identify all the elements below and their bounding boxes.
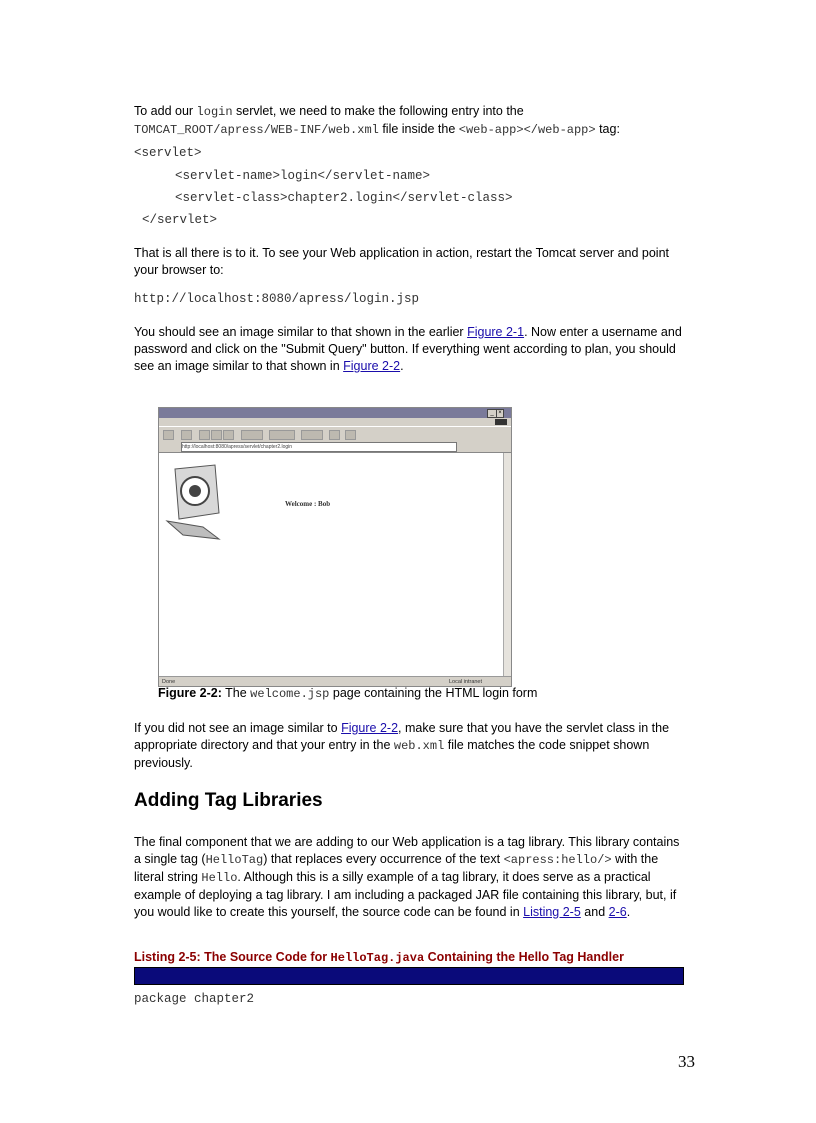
scrollbar — [503, 453, 512, 676]
inline-code: TOMCAT_ROOT/apress/WEB-INF/web.xml — [134, 123, 379, 137]
code-header-bar — [134, 967, 684, 985]
text: tag: — [595, 122, 620, 136]
menu-bar — [159, 418, 511, 426]
refresh-icon — [211, 430, 222, 440]
history-icon — [301, 430, 323, 440]
text: . Now enter a username and password and click on the "Submit Query" button. If everything went according to plan, you should see an image similar to that shown in — [134, 325, 682, 373]
search-icon — [241, 430, 263, 440]
listing-title — [134, 950, 624, 965]
inline-code: Hello — [201, 871, 238, 885]
code-line: </servlet> — [142, 213, 218, 227]
favorites-icon — [269, 430, 295, 440]
link-figure-2-2[interactable]: Figure 2-2 — [341, 721, 399, 735]
section-heading: Adding Tag Libraries — [134, 790, 323, 811]
text: , make sure that you have the servlet class in the appropriate directory and that your entry in the — [134, 721, 670, 752]
print-icon — [345, 430, 356, 440]
figure-screenshot — [158, 407, 512, 687]
url-code: http://localhost:8080/apress/login.jsp — [134, 292, 420, 306]
mail-icon — [329, 430, 340, 440]
text: The — [221, 686, 251, 700]
text: The final component that we are adding to our Web application is a tag library. This library contains a single tag ( — [134, 835, 680, 866]
text: To add our — [134, 104, 197, 118]
inline-code: welcome.jsp — [250, 687, 330, 701]
text: You should see an image similar to that shown in the earlier — [134, 325, 468, 339]
text: Containing the Hello Tag Handler — [424, 950, 624, 964]
inline-code: web.xml — [393, 739, 445, 753]
text: file inside the — [378, 122, 459, 136]
figure-caption — [158, 686, 537, 701]
text: file matches the code snippet shown previously. — [134, 738, 650, 770]
code-line: <servlet-name>login</servlet-name> — [175, 169, 431, 183]
address-input: http://localhost:8080/apress/servlet/chapter2.login — [181, 442, 457, 452]
stop-icon — [199, 430, 210, 440]
minimize-icon: _ — [487, 409, 497, 418]
status-left: Done — [162, 679, 176, 685]
inline-code: HelloTag — [205, 853, 264, 867]
forward-icon — [181, 430, 192, 440]
window-titlebar — [159, 408, 511, 418]
inline-code: HelloTag.java — [330, 951, 425, 965]
text: ) that replaces every occurrence of the text — [263, 852, 504, 866]
paragraph-tag-library — [134, 834, 686, 921]
caption-label: Figure 2-2: — [158, 686, 222, 700]
status-right: Local intranet — [449, 679, 483, 685]
inline-code: <apress:hello/> — [503, 853, 612, 867]
text: Listing 2-5: The Source Code for — [134, 950, 331, 964]
text: If you did not see an image similar to — [134, 721, 342, 735]
page-number: 33 — [678, 1052, 695, 1071]
paragraph-servlet-entry — [134, 103, 686, 139]
text: . Although this is a silly example of a tag library, it does serve as a practical example of deploying a tag library. I am including a packaged JAR file containing this library, but, if you would like to create this yourself, the source code can be found in — [134, 870, 677, 919]
address-bar — [159, 441, 511, 453]
paragraph-figure-ref — [134, 324, 686, 375]
text: . — [400, 359, 404, 373]
back-icon — [163, 430, 174, 440]
text: and — [580, 905, 609, 919]
code-line: package chapter2 — [134, 992, 255, 1006]
inline-code: login — [196, 105, 233, 119]
code-line: <servlet-class>chapter2.login</servlet-class> — [175, 191, 513, 205]
paragraph-troubleshoot — [134, 720, 686, 772]
apress-logo-icon — [163, 463, 223, 543]
code-line: <servlet> — [134, 146, 202, 160]
link-listing-2-6[interactable]: 2-6 — [608, 905, 627, 919]
browser-toolbar — [159, 426, 511, 442]
link-listing-2-5[interactable]: Listing 2-5 — [523, 905, 581, 919]
welcome-text: Welcome : Bob — [285, 500, 331, 508]
text: page containing the HTML login form — [329, 686, 538, 700]
link-figure-2-2[interactable]: Figure 2-2 — [343, 359, 401, 373]
close-icon: × — [496, 409, 504, 418]
link-figure-2-1[interactable]: Figure 2-1 — [467, 325, 525, 339]
paragraph-restart: That is all there is to it. To see your Web application in action, restart the Tomcat server and point your browser to: — [134, 246, 669, 277]
text: . — [626, 905, 631, 919]
text: servlet, we need to make the following entry into the — [232, 104, 524, 118]
home-icon — [223, 430, 234, 440]
text: with the literal string — [134, 852, 659, 884]
inline-code: <web-app></web-app> — [458, 123, 596, 137]
ie-logo-icon — [495, 419, 507, 425]
